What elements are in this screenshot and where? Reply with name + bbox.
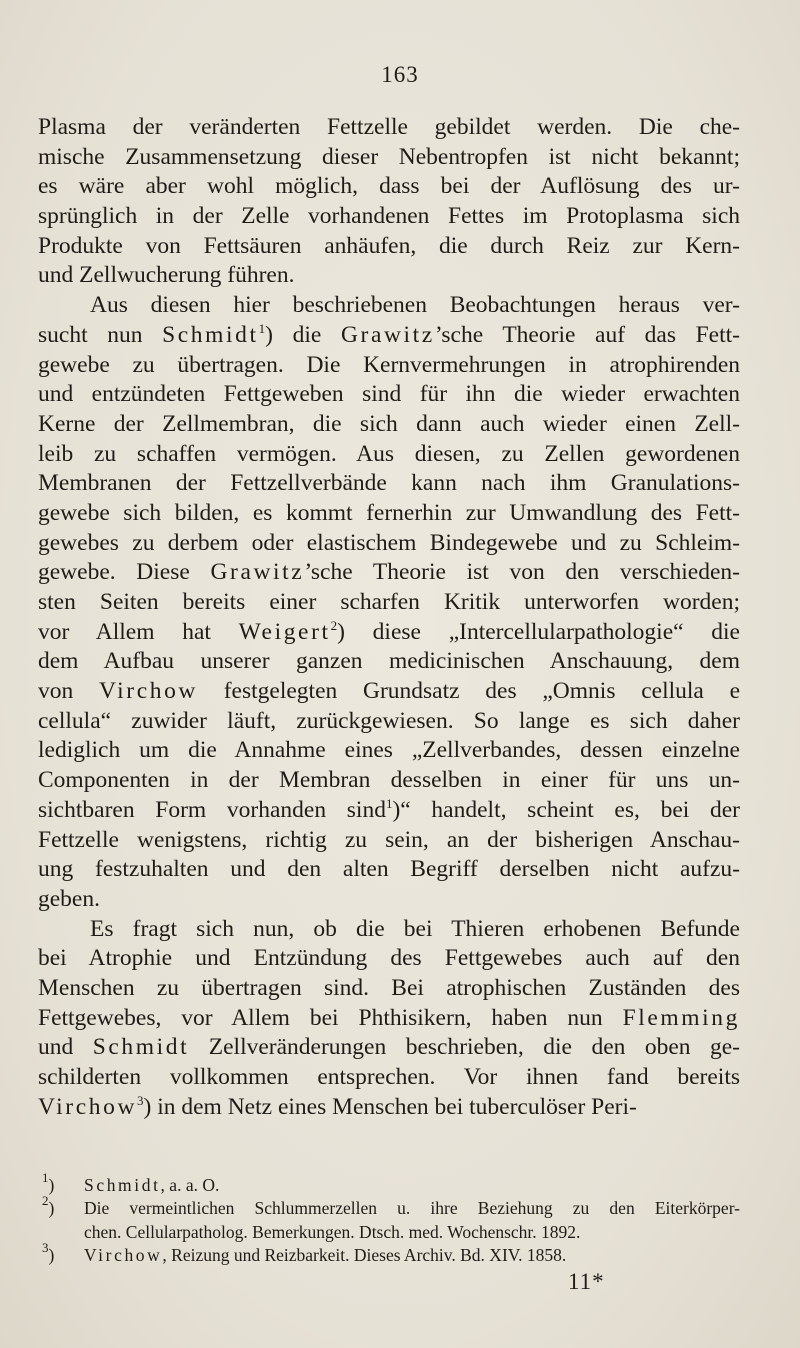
author-name: Grawitz (340, 321, 435, 348)
author-name: Weigert (238, 618, 331, 645)
text-run: Zellveränderungen beschrieben, die den oben ge- (189, 1034, 741, 1061)
footnote-block (38, 1170, 740, 1197)
text-run: vor Allem hat (38, 618, 239, 645)
text-line: Produkte von Fettsäuren anhäufen, die durch Reiz zur Kern- (38, 232, 740, 259)
text-run: sichtbaren Form vorhanden sind (38, 796, 386, 823)
text-line: Plasma der veränderten Fettzelle gebildet werden. Die che- (38, 114, 740, 140)
footnote-mark: $^1$) (42, 1170, 55, 1195)
text-line (38, 677, 740, 707)
text-line: und Zellwucherung führen. (38, 262, 295, 289)
footnote-text: Die vermeintlichen Schlummerzellen u. ihre Beziehung zu den Eiterkörper- (84, 1198, 740, 1219)
text-run: und (38, 1034, 93, 1061)
footnote-number: 3 (42, 1240, 49, 1256)
footnote-line (38, 1221, 740, 1244)
footnote-reference: 2 (330, 617, 338, 633)
footnote-reference: 1 (385, 795, 393, 811)
text-run: )“ handelt, scheint es, bei der (392, 796, 741, 823)
text-line: Aus diesen hier beschriebenen Beobachtungen heraus ver- (90, 292, 740, 319)
text-run: ) diese „Intercellularpathologie“ die (337, 618, 740, 645)
author-name: Grawitz (210, 559, 305, 586)
text-line: es wäre aber wohl möglich, dass bei der Auflösung des ur- (38, 173, 740, 200)
footnote-reference: 1 (258, 320, 266, 336)
text-line: schilderten vollkommen entsprechen. Vor ihnen fand bereits (38, 1064, 740, 1090)
text-line: dem Aufbau unserer ganzen medicinischen Anschauung, dem (38, 648, 740, 675)
footnote-text (84, 1175, 219, 1195)
paragraph (38, 915, 740, 1123)
text-line: sten Seiten bereits einer scharfen Kritik unterworfen worden; (38, 589, 740, 615)
text-line: ung festzuhalten und den alten Begriff derselben nicht aufzu- (38, 856, 740, 883)
body-text (38, 113, 740, 1122)
text-line (38, 321, 740, 351)
text-run: festgelegten Grundsatz des „Omnis cellula e (198, 678, 740, 705)
text-line: Membranen der Fettzellverbände kann nach ihm Granulations- (38, 470, 740, 497)
text-run: ’sche Theorie auf das Fett- (434, 321, 740, 348)
text-line: gewebes zu derbem oder elastischem Bindegewebe und zu Schleim- (38, 529, 740, 556)
text-line (38, 1004, 740, 1034)
text-line: Fettzelle wenigstens, richtig zu sein, an der bisherigen Anschau- (38, 826, 740, 853)
text-line: mische Zusammensetzung dieser Nebentropfen ist nicht bekannt; (38, 143, 740, 170)
text-line: Componenten in der Membran desselben in einer für uns un- (38, 767, 740, 794)
author-name: Flemming (622, 1004, 740, 1031)
paragraph (38, 291, 740, 914)
footnote-line (38, 1193, 740, 1220)
text-run: ) in dem Netz eines Menschen bei tuberculöser Peri- (143, 1093, 637, 1120)
text-line (38, 796, 740, 826)
text-line (38, 558, 740, 588)
footnote-line (38, 1170, 740, 1197)
text-run: ) die (265, 321, 341, 348)
page-number: 163 (381, 62, 419, 87)
text-line: bei Atrophie und Entzündung des Fettgewebes auch auf den (38, 945, 740, 972)
text-run: sucht nun (38, 321, 163, 348)
text-line: Es fragt sich nun, ob die bei Thieren erhobenen Befunde (90, 915, 740, 942)
footnote-text: chen. Cellularpatholog. Bemerkungen. Dtsch. med. Wochenschr. 1892. (84, 1221, 581, 1242)
text-line: gewebe sich bilden, es kommt fernerhin zur Umwandlung des Fett- (38, 499, 740, 526)
author-name: Virchow (84, 1245, 163, 1266)
footnote-reference: 3 (137, 1092, 144, 1108)
footnote-block (38, 1193, 740, 1244)
text-run: von (38, 678, 99, 705)
paragraph (38, 113, 740, 291)
text-line: geben. (38, 885, 100, 912)
text-line: sprünglich in der Zelle vorhandenen Fettes im Protoplasma sich (38, 203, 740, 230)
footnote-line (38, 1240, 740, 1267)
text-run: ’sche Theorie ist von den verschieden- (304, 559, 740, 586)
text-line: gewebe zu übertragen. Die Kernvermehrungen in atrophirenden (38, 351, 740, 378)
author-name: Schmidt (84, 1175, 161, 1195)
footnotes (38, 1170, 740, 1268)
footnote-mark: $^3$) (42, 1240, 55, 1266)
author-name: Virchow (38, 1093, 138, 1120)
text-line (38, 618, 740, 648)
footnote-block (38, 1240, 740, 1267)
author-name: Schmidt (92, 1034, 190, 1061)
footnote-text (84, 1245, 566, 1265)
text-line: Menschen zu übertragen sind. Bei atrophischen Zuständen des (38, 974, 740, 1001)
text-line (38, 1033, 740, 1063)
text-line: lediglich um die Annahme eines „Zellverbandes, dessen einzelne (38, 737, 740, 764)
text-line: Kerne der Zellmembran, die sich dann auch wieder einen Zell- (38, 410, 740, 437)
text-run: gewebe. Diese (38, 559, 211, 586)
footnote-number: 1 (42, 1170, 49, 1185)
text-run: , Reizung und Reizbarkeit. Dieses Archiv. Bd. XIV. 1858. (162, 1245, 567, 1266)
signature-mark: 11* (568, 1269, 605, 1294)
footnote-number: 2 (42, 1193, 49, 1209)
text-run: Fettgewebes, vor Allem bei Phthisikern, haben nun (38, 1004, 623, 1031)
text-line: und entzündeten Fettgeweben sind für ihn die wieder erwachten (38, 381, 740, 408)
footnote-mark: $^2$) (42, 1193, 55, 1219)
text-run: , a. a. O. (160, 1175, 220, 1195)
author-name: Schmidt (162, 321, 259, 348)
author-name: Virchow (98, 678, 198, 705)
text-line: cellula“ zuwider läuft, zurückgewiesen. So lange es sich daher (38, 707, 740, 734)
text-line: leib zu schaffen vermögen. Aus diesen, zu Zellen gewordenen (38, 440, 740, 467)
text-line (38, 1093, 740, 1123)
